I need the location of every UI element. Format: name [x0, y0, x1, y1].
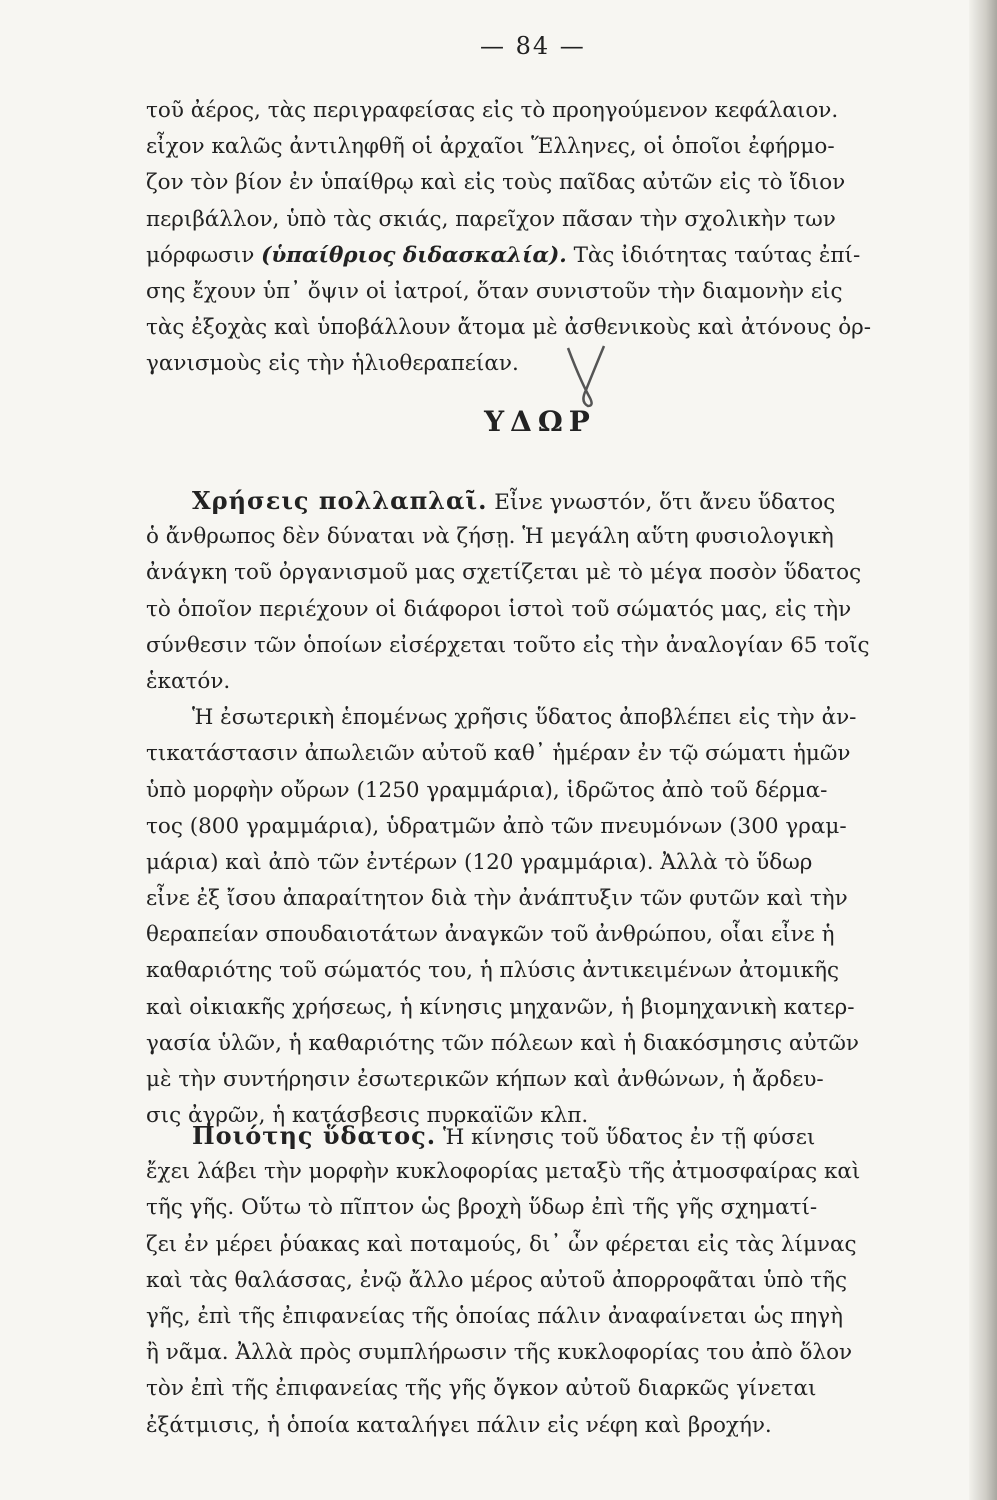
text-line: τὸ ὁποῖον περιέχουν οἱ διάφοροι ἱστοὶ τοῦ σώματός μας, εἰς τὴν — [146, 596, 852, 622]
text-line: σης ἔχουν ὑπ᾽ ὄψιν οἱ ἰατροί, ὅταν συνιστοῦν τὴν διαμονὴν εἰς — [146, 278, 843, 304]
text-line: καὶ τὰς θαλάσσας, ἐνῷ ἄλλο μέρος αὐτοῦ ἀπορροφᾶται ὑπὸ τῆς — [146, 1267, 847, 1293]
text-line: ἔχει λάβει τὴν μορφὴν κυκλοφορίας μεταξὺ τῆς ἀτμοσφαίρας καὶ — [146, 1159, 861, 1185]
paragraph-2 — [146, 483, 936, 1134]
paragraph-1 — [146, 93, 936, 383]
text-line — [146, 238, 936, 274]
text-line: μὲ τὴν συντήρησιν ἐσωτερικῶν κήπων καὶ ἀνθώνων, ἡ ἄρδευ- — [146, 1067, 824, 1092]
text-line: σις ἀγρῶν, ἡ κατάσβεσις πυρκαϊῶν κλπ. — [146, 1103, 589, 1129]
text-line: ὁ ἄνθρωπος δὲν δύναται νὰ ζήσῃ. Ἡ μεγάλη αὕτη φυσιολογικὴ — [146, 524, 834, 550]
text-line: σύνθεσιν τῶν ὁποίων εἰσέρχεται τοῦτο εἰς τὴν ἀναλογίαν 65 τοῖς — [146, 632, 870, 658]
section-title: ΥΔΩΡ — [484, 405, 596, 438]
text-fragment: Ἡ κίνησις τοῦ ὕδατος ἐν τῇ φύσει — [436, 1125, 816, 1150]
text-line: γανισμοὺς εἰς τὴν ἡλιοθεραπείαν. — [146, 351, 519, 377]
page-number: — 84 — — [480, 32, 586, 60]
text-fragment: Τὰς ἰδιότητας ταύτας ἐπί- — [566, 242, 861, 268]
text-line: εἶχον καλῶς ἀντιληφθῆ οἱ ἀρχαῖοι Ἕλληνες, οἱ ὁποῖοι ἐφήρμο- — [146, 134, 835, 160]
text-line: τὰς ἐξοχὰς καὶ ὑποβάλλουν ἄτομα μὲ ἀσθενικοὺς καὶ ἀτόνους ὀρ- — [146, 315, 872, 341]
text-line: τος (800 γραμμάρια), ὑδρατμῶν ἀπὸ τῶν πνευμόνων (300 γραμ- — [146, 813, 847, 839]
text-line: ἢ νᾶμα. Ἀλλὰ πρὸς συμπλήρωσιν τῆς κυκλοφορίας του ἀπὸ ὅλον — [146, 1340, 853, 1366]
text-line — [146, 483, 936, 519]
text-fragment: Εἶνε γνωστόν, ὅτι ἄνευ ὕδατος — [487, 490, 836, 515]
text-line: μάρια) καὶ ἀπὸ τῶν ἐντέρων (120 γραμμάρια). Ἀλλὰ τὸ ὕδωρ — [146, 849, 813, 875]
emphasis-text: (ὑπαίθριος διδασκαλία). — [261, 242, 567, 268]
subheading: Χρήσεις πολλαπλαῖ. — [192, 486, 488, 515]
text-line: τὸν ἐπὶ τῆς ἐπιφανείας τῆς γῆς ὄγκον αὐτοῦ διαρκῶς γίνεται — [146, 1376, 817, 1402]
text-line: ὑπὸ μορφὴν οὔρων (1250 γραμμάρια), ἱδρῶτος ἀπὸ τοῦ δέρμα- — [146, 777, 828, 803]
text-line: ἑκατόν. — [146, 668, 231, 694]
handwritten-mark-icon — [560, 340, 610, 410]
text-line: εἶνε ἐξ ἴσου ἀπαραίτητον διὰ τὴν ἀνάπτυξιν τῶν φυτῶν καὶ τὴν — [146, 886, 848, 912]
paragraph-4 — [146, 1118, 936, 1444]
subheading: Ποιότης ὕδατος. — [192, 1121, 437, 1150]
text-line: θεραπείαν σπουδαιοτάτων ἀναγκῶν τοῦ ἀνθρώπου, οἷαι εἶνε ἡ — [146, 922, 835, 948]
text-line: γῆς, ἐπὶ τῆς ἐπιφανείας τῆς ὁποίας πάλιν ἀναφαίνεται ὡς πηγὴ — [146, 1303, 843, 1329]
text-line: ζει ἐν μέρει ῥύακας καὶ ποταμούς, δι᾽ ὧν φέρεται εἰς τὰς λίμνας — [146, 1231, 857, 1257]
text-line: γασία ὑλῶν, ἡ καθαριότης τῶν πόλεων καὶ ἡ διακόσμησις αὐτῶν — [146, 1030, 860, 1056]
text-line: τικατάστασιν ἀπωλειῶν αὐτοῦ καθ᾽ ἡμέραν ἐν τῷ σώματι ἡμῶν — [146, 741, 851, 767]
page-spine-shadow — [969, 0, 997, 1500]
text-line: περιβάλλον, ὑπὸ τὰς σκιάς, παρεῖχον πᾶσαν τὴν σχολικὴν των — [146, 206, 836, 232]
text-fragment: μόρφωσιν — [146, 242, 255, 268]
text-line: τοῦ ἀέρος, τὰς περιγραφείσας εἰς τὸ προηγούμενον κεφάλαιον. — [146, 98, 839, 123]
text-line: τῆς γῆς. Οὕτω τὸ πῖπτον ὡς βροχὴ ὕδωρ ἐπὶ τῆς γῆς σχηματί- — [146, 1195, 818, 1221]
text-line: Ἡ ἐσωτερικὴ ἑπομένως χρῆσις ὕδατος ἀποβλέπει εἰς τὴν ἀν- — [192, 705, 857, 731]
text-line: καθαριότης τοῦ σώματός του, ἡ πλύσις ἀντικειμένων ἀτομικῆς — [146, 958, 839, 984]
text-line: ἀνάγκη τοῦ ὀργανισμοῦ μας σχετίζεται μὲ τὸ μέγα ποσὸν ὕδατος — [146, 560, 862, 586]
text-line — [146, 1118, 936, 1154]
text-line: ζον τὸν βίον ἐν ὑπαίθρῳ καὶ εἰς τοὺς παῖδας αὐτῶν εἰς τὸ ἴδιον — [146, 170, 846, 196]
text-line: καὶ οἰκιακῆς χρήσεως, ἡ κίνησις μηχανῶν, ἡ βιομηχανικὴ κατερ- — [146, 994, 855, 1020]
text-line: ἐξάτμισις, ἡ ὁποία καταλήγει πάλιν εἰς νέφη καὶ βροχήν. — [146, 1412, 772, 1438]
